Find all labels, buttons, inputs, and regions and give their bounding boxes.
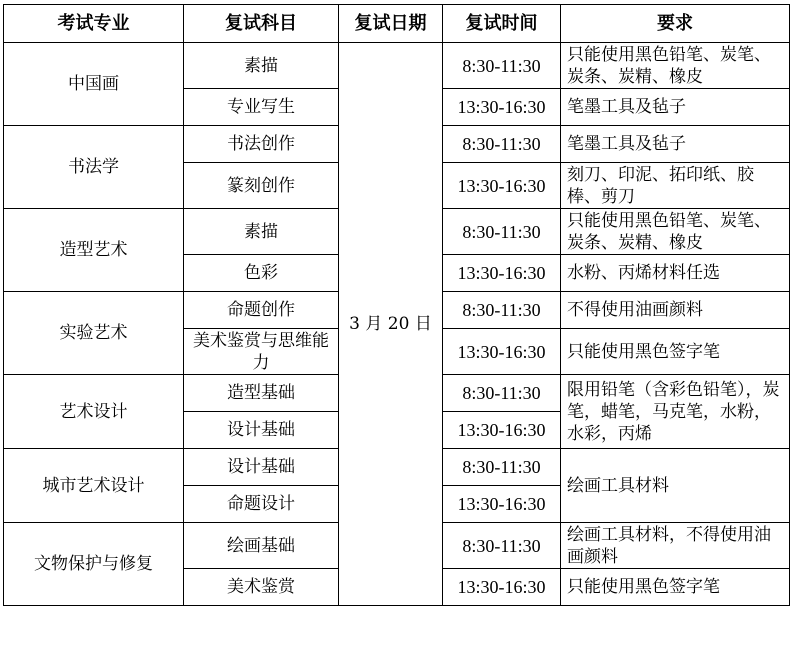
- header-subject: 复试科目: [184, 5, 339, 43]
- subject-cell: 美术鉴赏: [184, 569, 339, 606]
- header-time: 复试时间: [443, 5, 561, 43]
- subject-cell: 命题创作: [184, 292, 339, 329]
- time-cell: 13:30-16:30: [443, 486, 561, 523]
- requirement-cell: 只能使用黑色签字笔: [561, 329, 790, 375]
- time-cell: 13:30-16:30: [443, 89, 561, 126]
- requirement-cell: 笔墨工具及毡子: [561, 89, 790, 126]
- table-row: [4, 43, 790, 89]
- requirement-cell: 刻刀、印泥、拓印纸、胶棒、剪刀: [561, 163, 790, 209]
- requirement-cell: 绘画工具材料，不得使用油画颜料: [561, 523, 790, 569]
- requirement-cell: 只能使用黑色铅笔、炭笔、炭条、炭精、橡皮: [561, 209, 790, 255]
- date-cell: 3 月 20 日: [339, 43, 443, 606]
- time-cell: 13:30-16:30: [443, 163, 561, 209]
- time-cell: 13:30-16:30: [443, 329, 561, 375]
- major-cell: 艺术设计: [4, 375, 184, 449]
- requirement-cell: 绘画工具材料: [561, 449, 790, 523]
- requirement-cell: 只能使用黑色签字笔: [561, 569, 790, 606]
- subject-cell: 美术鉴赏与思维能力: [184, 329, 339, 375]
- time-cell: 8:30-11:30: [443, 209, 561, 255]
- subject-cell: 造型基础: [184, 375, 339, 412]
- header-row: [4, 5, 790, 43]
- subject-cell: 书法创作: [184, 126, 339, 163]
- requirement-cell: 笔墨工具及毡子: [561, 126, 790, 163]
- major-cell: 文物保护与修复: [4, 523, 184, 606]
- subject-cell: 设计基础: [184, 449, 339, 486]
- time-cell: 8:30-11:30: [443, 43, 561, 89]
- major-cell: 城市艺术设计: [4, 449, 184, 523]
- time-cell: 13:30-16:30: [443, 255, 561, 292]
- exam-schedule-table: [3, 4, 790, 606]
- header-major: 考试专业: [4, 5, 184, 43]
- requirement-cell: 不得使用油画颜料: [561, 292, 790, 329]
- subject-cell: 色彩: [184, 255, 339, 292]
- major-cell: 实验艺术: [4, 292, 184, 375]
- time-cell: 13:30-16:30: [443, 412, 561, 449]
- time-cell: 8:30-11:30: [443, 523, 561, 569]
- time-cell: 8:30-11:30: [443, 126, 561, 163]
- header-date: 复试日期: [339, 5, 443, 43]
- subject-cell: 设计基础: [184, 412, 339, 449]
- subject-cell: 专业写生: [184, 89, 339, 126]
- header-requirement: 要求: [561, 5, 790, 43]
- time-cell: 8:30-11:30: [443, 375, 561, 412]
- subject-cell: 素描: [184, 209, 339, 255]
- subject-cell: 绘画基础: [184, 523, 339, 569]
- subject-cell: 素描: [184, 43, 339, 89]
- subject-cell: 篆刻创作: [184, 163, 339, 209]
- time-cell: 13:30-16:30: [443, 569, 561, 606]
- major-cell: 造型艺术: [4, 209, 184, 292]
- major-cell: 书法学: [4, 126, 184, 209]
- subject-cell: 命题设计: [184, 486, 339, 523]
- time-cell: 8:30-11:30: [443, 449, 561, 486]
- major-cell: 中国画: [4, 43, 184, 126]
- requirement-cell: 只能使用黑色铅笔、炭笔、炭条、炭精、橡皮: [561, 43, 790, 89]
- requirement-cell: 水粉、丙烯材料任选: [561, 255, 790, 292]
- requirement-cell: 限用铅笔（含彩色铅笔），炭笔，蜡笔，马克笔，水粉，水彩，丙烯: [561, 375, 790, 449]
- time-cell: 8:30-11:30: [443, 292, 561, 329]
